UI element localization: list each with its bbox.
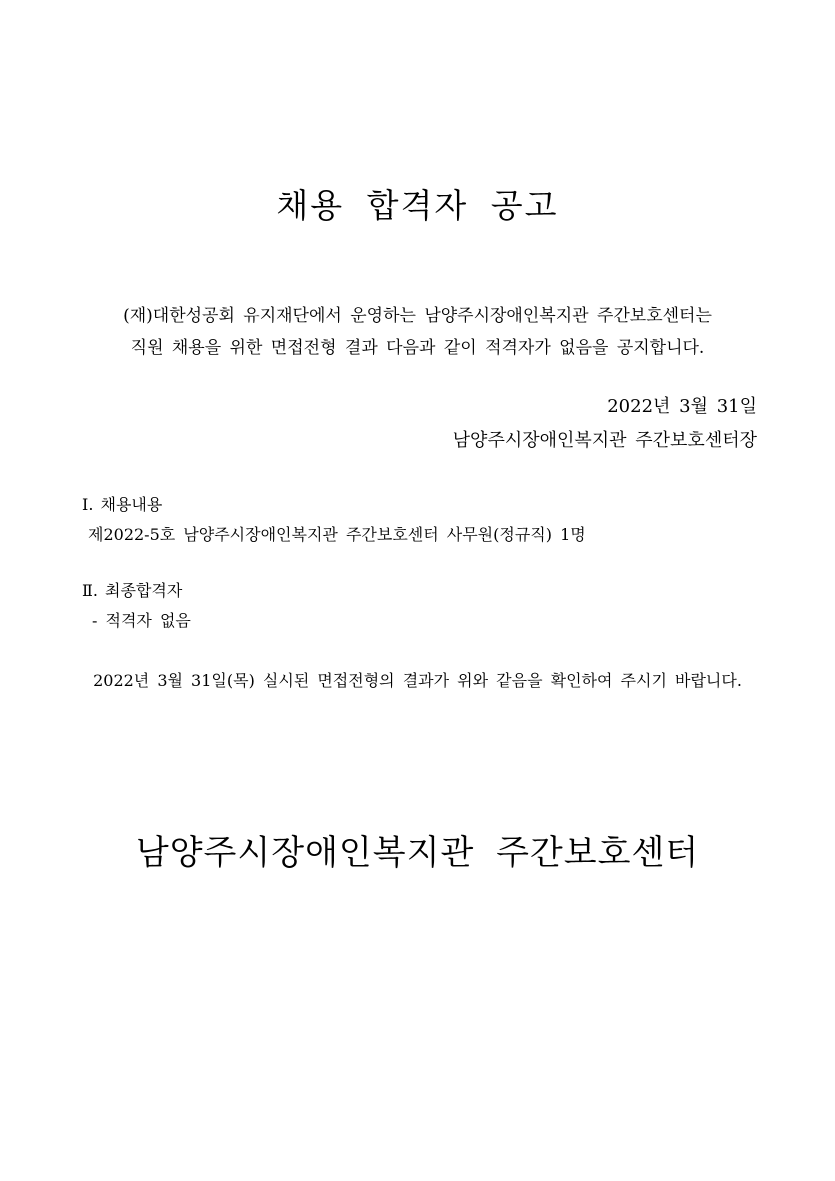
- closing-statement: 2022년 3월 31일(목) 실시된 면접전형의 결과가 위와 같음을 확인하여 주시기 바랍니다.: [93, 671, 742, 690]
- intro-line-2: 직원 채용을 위한 면접전형 결과 다음과 같이 적격자가 없음을 공지합니다.: [130, 338, 705, 358]
- intro-line-1: (재)대한성공회 유지재단에서 운영하는 남양주시장애인복지관 주간보호센터는: [123, 306, 712, 326]
- section-heading: Ⅰ. 채용내용: [82, 495, 163, 514]
- section-body: - 적격자 없음: [92, 611, 191, 630]
- announcement-date: 2022년 3월 31일: [607, 396, 757, 417]
- section-body: 제2022-5호 남양주시장애인복지관 주간보호센터 사무원(정규직) 1명: [88, 525, 586, 544]
- intro-paragraph: [60, 300, 775, 364]
- document-title: 채용 합격자 공고: [276, 186, 559, 225]
- issuer-name: 남양주시장애인복지관 주간보호센터장: [452, 430, 757, 451]
- footer-organization: 남양주시장애인복지관 주간보호센터: [135, 833, 700, 873]
- section-recruitment-details: [82, 490, 775, 550]
- section-final-candidates: [82, 576, 775, 636]
- section-heading: Ⅱ. 최종합격자: [82, 581, 183, 600]
